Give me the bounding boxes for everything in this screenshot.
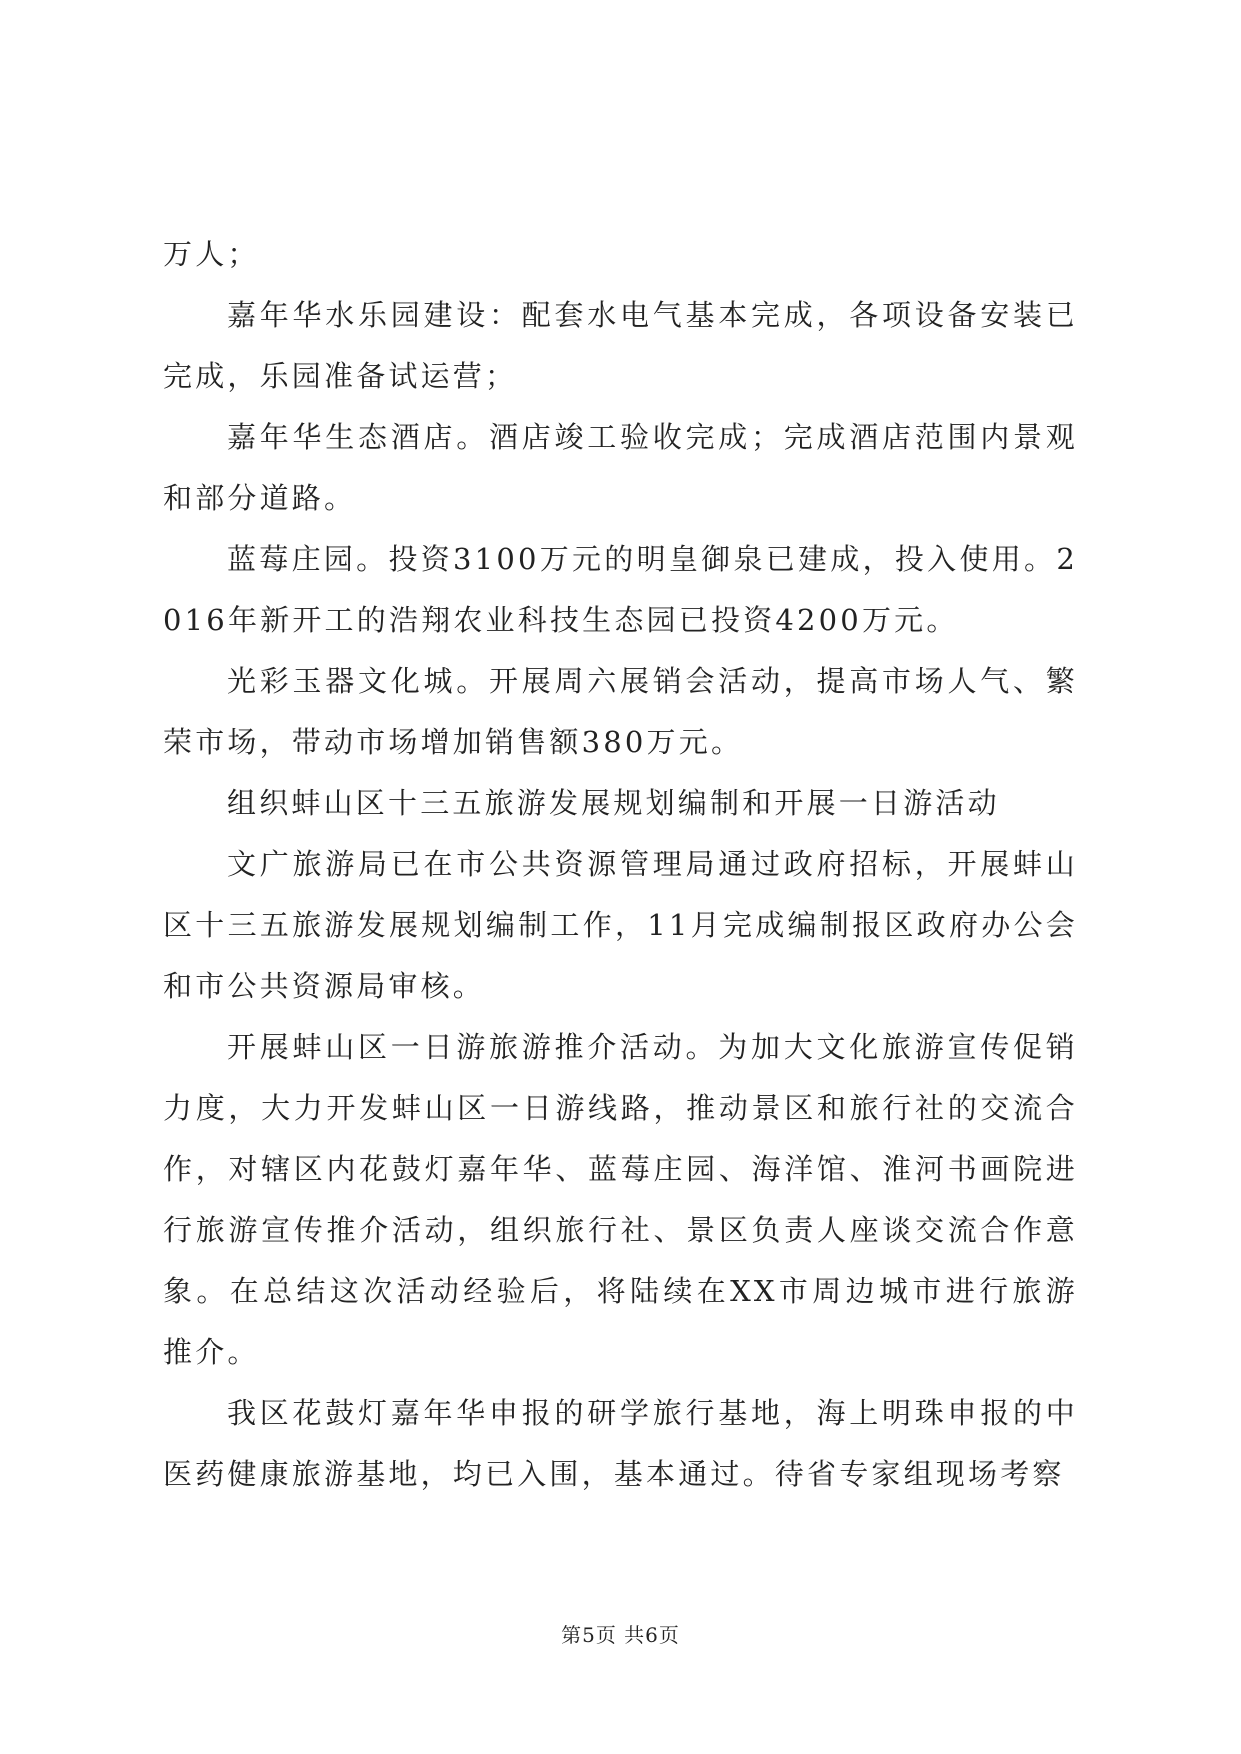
paragraph-4: 蓝莓庄园。投资3100万元的明皇御泉已建成，投入使用。2016年新开工的浩翔农业科技生态园已投资4200万元。 xyxy=(163,542,1078,637)
paragraph-5: 光彩玉器文化城。开展周六展销会活动，提高市场人气、繁荣市场，带动市场增加销售额380万元。 xyxy=(163,664,1078,759)
paragraph-2: 嘉年华水乐园建设：配套水电气基本完成，各项设备安装已完成，乐园准备试运营； xyxy=(163,298,1078,393)
paragraph-7: 文广旅游局已在市公共资源管理局通过政府招标，开展蚌山区十三五旅游发展规划编制工作，11月完成编制报区政府办公会和市公共资源局审核。 xyxy=(163,847,1078,1003)
paragraph-8: 开展蚌山区一日游旅游推介活动。为加大文化旅游宣传促销力度，大力开发蚌山区一日游线路，推动景区和旅行社的交流合作，对辖区内花鼓灯嘉年华、蓝莓庄园、海洋馆、淮河书画院进行旅游宣传推介活动，组织旅行社、景区负责人座谈交流合作意象。在总结这次活动经验后，将陆续在XX市周边城市进行旅游推介。 xyxy=(163,1030,1078,1369)
paragraph-3: 嘉年华生态酒店。酒店竣工验收完成；完成酒店范围内景观和部分道路。 xyxy=(163,420,1078,515)
paragraph-1: 万人； xyxy=(163,237,260,271)
document-body xyxy=(163,224,1078,1505)
paragraph-9: 我区花鼓灯嘉年华申报的研学旅行基地，海上明珠申报的中医药健康旅游基地，均已入围，基本通过。待省专家组现场考察 xyxy=(163,1396,1078,1491)
paragraph-6-heading: 组织蚌山区十三五旅游发展规划编制和开展一日游活动 xyxy=(227,786,1000,820)
page-footer xyxy=(0,1621,1241,1649)
page-number-label: 第5页 共6页 xyxy=(561,1623,680,1647)
